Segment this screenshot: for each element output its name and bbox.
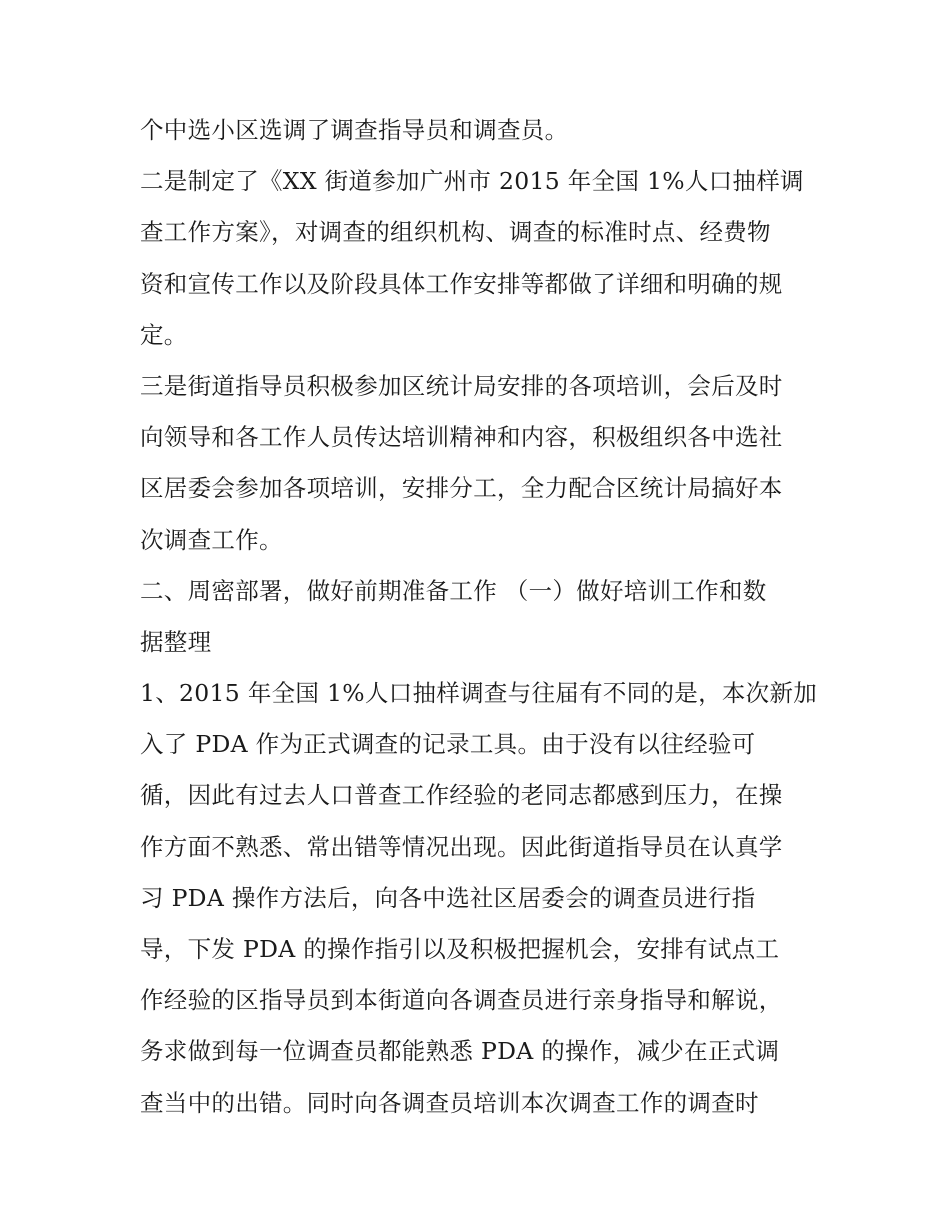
section-heading-preparation (140, 566, 820, 668)
heading-line: 二、周密部署，做好前期准备工作 （一）做好培训工作和数 (140, 576, 767, 605)
text-line: 循，因此有过去人口普查工作经验的老同志都感到压力，在操 (140, 781, 783, 810)
text-line: 查当中的出错。同时向各调查员培训本次调查工作的调查时 (140, 1088, 759, 1117)
text-line: 习 PDA 操作方法后，向各中选社区居委会的调查员进行指 (140, 883, 756, 912)
text-line: 1、2015 年全国 1%人口抽样调查与往届有不同的是，本次新加 (140, 679, 818, 708)
text-line: 导，下发 PDA 的操作指引以及积极把握机会，安排有试点工 (140, 935, 780, 963)
paragraph-work-plan (140, 156, 820, 361)
text-line: 查工作方案》，对调查的组织机构、调查的标准时点、经费物 (140, 218, 771, 247)
text-line: 作经验的区指导员到本街道向各调查员进行亲身指导和解说， (140, 986, 783, 1015)
text-line: 个中选小区选调了调查指导员和调查员。 (140, 116, 569, 144)
text-line: 务求做到每一位调查员都能熟悉 PDA 的操作，减少在正式调 (140, 1037, 780, 1066)
text-line: 三是街道指导员积极参加区统计局安排的各项培训，会后及时 (140, 371, 783, 400)
paragraph-training-participation (140, 361, 820, 566)
text-line: 向领导和各工作人员传达培训精神和内容，积极组织各中选社 (140, 423, 783, 452)
text-line: 入了 PDA 作为正式调查的记录工具。由于没有以往经验可 (140, 730, 756, 759)
paragraph-pda-training (140, 668, 820, 1129)
paragraph-selection-continuation (140, 105, 820, 156)
text-line: 资和宣传工作以及阶段具体工作安排等都做了详细和明确的规 (140, 269, 783, 298)
heading-line: 据整理 (140, 627, 212, 656)
text-line: 作方面不熟悉、常出错等情况出现。因此街道指导员在认真学 (140, 832, 783, 861)
text-line: 定。 (140, 320, 188, 349)
text-line: 区居委会参加各项培训，安排分工，全力配合区统计局搞好本 (140, 474, 783, 503)
text-line: 二是制定了《XX 街道参加广州市 2015 年全国 1%人口抽样调 (140, 167, 804, 196)
text-line: 次调查工作。 (140, 525, 283, 554)
document-body (140, 105, 820, 1129)
